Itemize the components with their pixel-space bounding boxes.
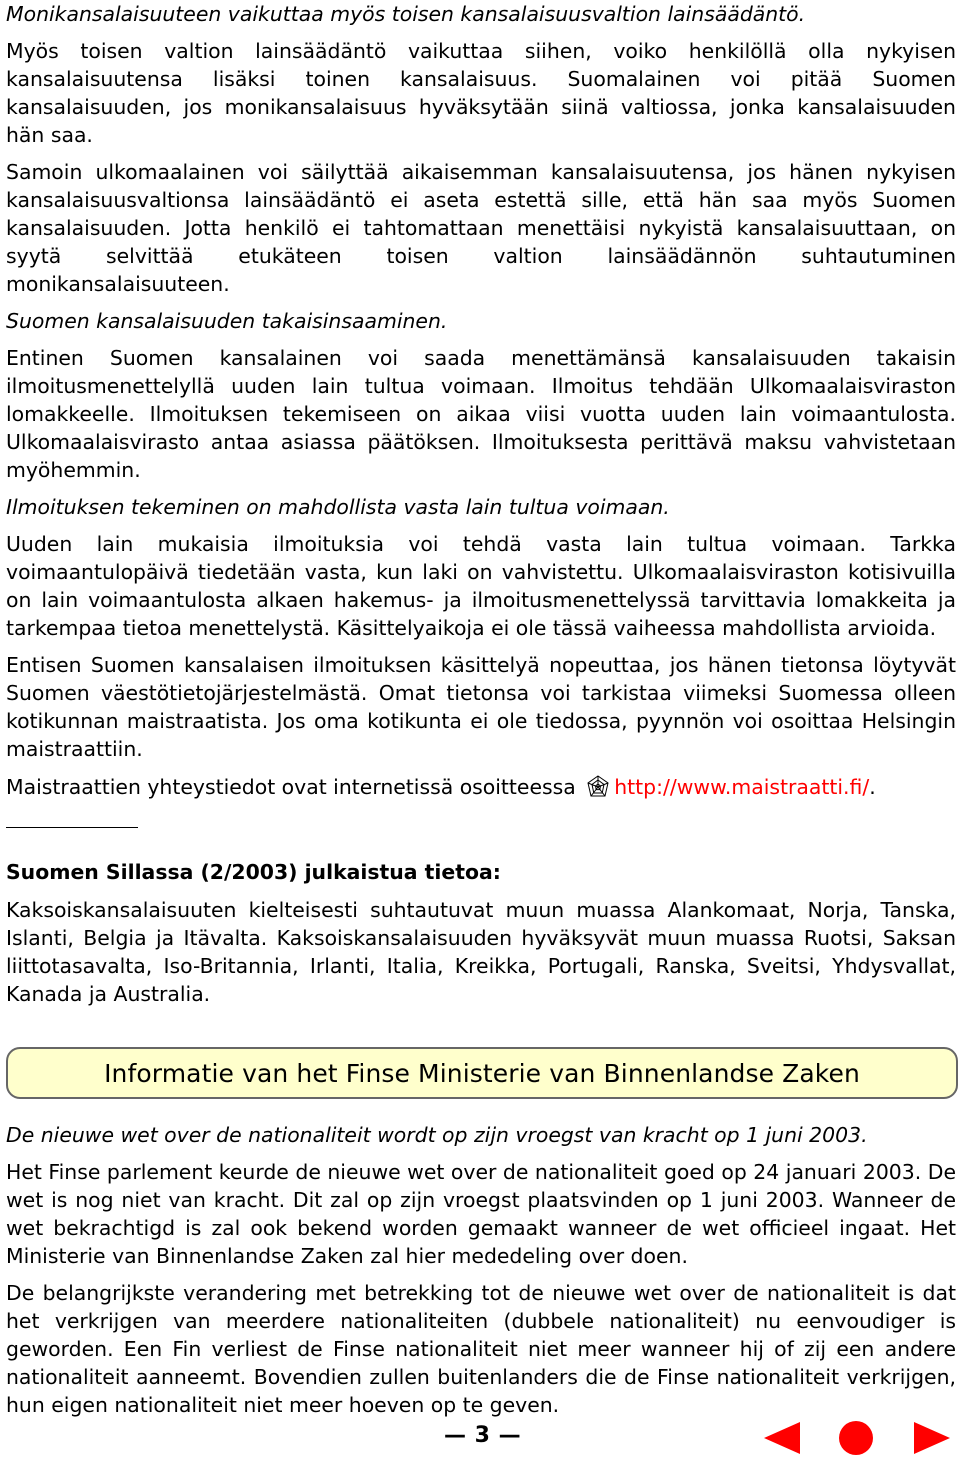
maistraatti-link[interactable]: http://www.maistraatti.fi/ bbox=[614, 775, 870, 799]
paragraph: Samoin ulkomaalainen voi säilyttää aikaisemman kansalaisuutensa, jos hänen nykyisen kansalaisuusvaltionsa lainsäädäntö ei aseta estettä sille, että hän saa myös Suomen kansalaisuuden. Jotta henkilö ei tahtomattaan menettäisi nykyistä kansalaisuuttaan, on syytä selvittää etukäteen toisen valtion lainsäädännön suhtautuminen monikansalaisuuteen. bbox=[6, 160, 956, 296]
next-page-button[interactable] bbox=[912, 1420, 952, 1456]
paragraph: Kaksoiskansalaisuuten kielteisesti suhtautuvat muun muassa Alankomaat, Norja, Tanska, Islanti, Belgia ja Itävalta. Kaksoiskansalaisuuden hyväksyvät muun muassa Ruotsi, Saksan liittotasavalta, Iso-Britannia, Irlanti, Italia, Kreikka, Portugali, Ranska, Sveitsi, Yhdysvallat, Kanada ja Australia. bbox=[6, 898, 956, 1006]
paragraph: Myös toisen valtion lainsäädäntö vaikuttaa siihen, voiko henkilöllä olla nykyisen kansalaisuutensa lisäksi toinen kansalaisuus. Suomalainen voi pitää Suomen kansalaisuuden, jos monikansalaisuus hyväksytään siinä valtiossa, jonka kansalaisuuden hän saa. bbox=[6, 39, 956, 147]
paragraph: Het Finse parlement keurde de nieuwe wet over de nationaliteit goed op 24 januari 2003. De wet is nog niet van kracht. Dit zal op zijn vroegst plaatsvinden op 1 juni 2003. Wanneer de wet bekrachtigd is zal ook bekend worden gemaakt wanneer de wet officieel ingaat. Het Ministerie van Binnenlandse Zaken zal hier mededeling over doen. bbox=[6, 1160, 956, 1268]
dutch-subheading: De nieuwe wet over de nationaliteit wordt op zijn vroegst van kracht op 1 juni 2003. bbox=[6, 1123, 868, 1147]
paragraph-contact bbox=[6, 773, 956, 801]
circle-icon bbox=[836, 1420, 876, 1456]
page-number: — 3 — bbox=[444, 1423, 522, 1448]
document-page bbox=[6, 0, 956, 1419]
paragraph: De belangrijkste verandering met betrekking tot de nieuwe wet over de nationaliteit is dat het verkrijgen van meerdere nationaliteiten (dubbele nationaliteit) nu eenvoudiger is geworden. Een Fin verliest de Finse nationaliteit niet meer wanneer hij of zij een andere nationaliteit aanneemt. Bovendien zullen buitenlanders die de Finse nationaliteit verkrijgen, hun eigen nationaliteit niet meer hoeven op te geven. bbox=[6, 1281, 956, 1417]
triangle-left-icon bbox=[762, 1420, 802, 1456]
paragraph: Entinen Suomen kansalainen voi saada menettämänsä kansalaisuuden takaisin ilmoitusmenettelyllä uuden lain tultua voimaan. Ilmoitus tehdään Ulkomaalaisviraston lomakkeelle. Ilmoituksen tekemiseen on aikaa viisi vuotta uuden lain voimaantulosta. Ulkomaalaisvirasto antaa asiassa päätöksen. Ilmoituksesta perittävä maksu vahvistetaan myöhemmin. bbox=[6, 346, 956, 482]
page-footer bbox=[0, 1420, 960, 1456]
period: . bbox=[869, 775, 876, 799]
separator-rule bbox=[6, 827, 138, 828]
spider-web-icon bbox=[586, 775, 610, 799]
triangle-right-icon bbox=[912, 1420, 952, 1456]
dutch-section-header-box bbox=[6, 1047, 958, 1099]
dutch-section-title: Informatie van het Finse Ministerie van Binnenlandse Zaken bbox=[104, 1058, 860, 1088]
paragraph: Entisen Suomen kansalaisen ilmoituksen käsittelyä nopeuttaa, jos hänen tietonsa löytyvät Suomen väestötietojärjestelmästä. Omat tietonsa voi tarkistaa viimeksi Suomessa olleen kotikunnan maistraatista. Jos oma kotikunta ei ole tiedossa, pyynnön voi osoittaa Helsingin maistraattiin. bbox=[6, 653, 956, 761]
contact-text: Maistraattien yhteystiedot ovat internetissä osoitteessa bbox=[6, 775, 576, 799]
subheading-notice-timing: Ilmoituksen tekeminen on mahdollista vasta lain tultua voimaan. bbox=[6, 495, 670, 519]
prev-page-button[interactable] bbox=[762, 1420, 802, 1456]
paragraph: Uuden lain mukaisia ilmoituksia voi tehdä vasta lain tultua voimaan. Tarkka voimaantulopäivä tiedetään vasta, kun laki on vahvistettu. Ulkomaalaisviraston kotisivuilla on lain voimaantulosta alkaen hakemus- ja ilmoitusmenettelyssä tarvittavia lomakkeita ja tarkempaa tietoa menettelystä. Käsittelyaikoja ei ole tässä vaiheessa mahdollista arvioida. bbox=[6, 532, 956, 640]
section-heading-suomen-silta: Suomen Sillassa (2/2003) julkaistua tietoa: bbox=[6, 860, 501, 884]
subheading-multicitizenship: Monikansalaisuuteen vaikuttaa myös toisen kansalaisuusvaltion lainsäädäntö. bbox=[6, 2, 806, 26]
home-button[interactable] bbox=[836, 1420, 876, 1456]
subheading-regain-citizenship: Suomen kansalaisuuden takaisinsaaminen. bbox=[6, 309, 448, 333]
